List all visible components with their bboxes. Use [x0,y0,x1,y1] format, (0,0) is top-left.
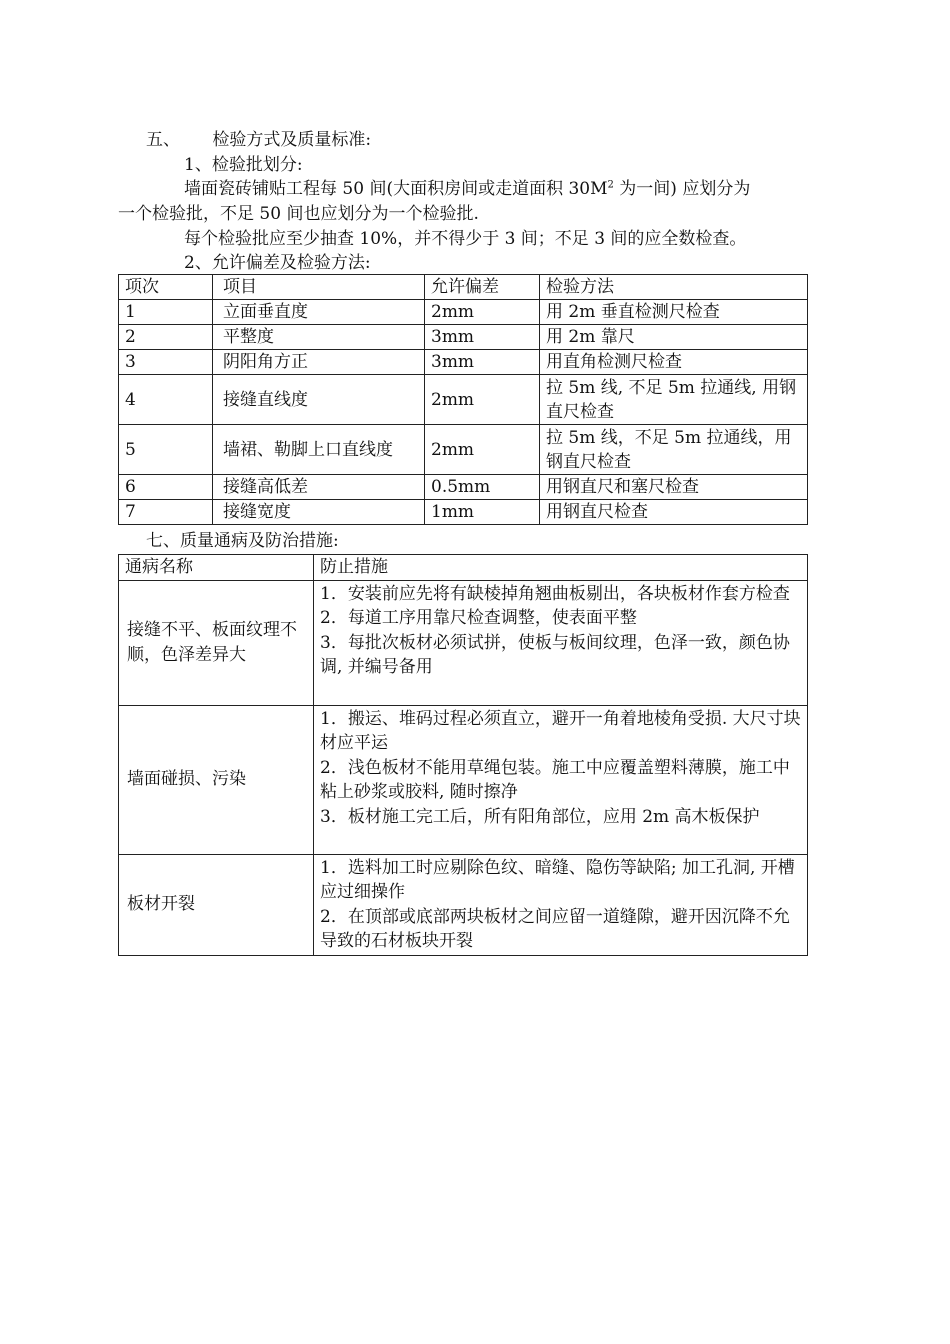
table-row [119,375,808,425]
table-row [119,425,808,475]
row-method: 用直角检测尺检查 [540,350,808,375]
header-cell: 防止措施 [314,555,808,581]
row-tolerance: 3mm [425,325,540,350]
row-method: 用 2m 靠尺 [540,325,808,350]
row-tolerance: 0.5mm [425,475,540,500]
header-cell: 检验方法 [540,275,808,300]
paragraph-lot-division [184,178,750,200]
row-method: 用钢直尺检查 [540,500,808,525]
section-heading: 五、 检验方式及质量标准: [146,130,372,150]
row-item: 接缝高低差 [213,475,425,500]
row-tolerance: 2mm [425,300,540,325]
table-row [119,300,808,325]
table-row [119,350,808,375]
subheading-inspection-lot: 1、检验批划分: [184,155,303,175]
superscript: 2 [607,179,614,191]
row-tolerance: 1mm [425,500,540,525]
row-number: 1 [119,300,213,325]
paragraph-lot-division-b: 为一间) 应划分为 [613,179,751,199]
table-header-row [119,275,808,300]
table-header-row [119,555,808,581]
row-tolerance: 2mm [425,375,540,425]
row-method: 拉 5m 线, 不足 5m 拉通线, 用钢直尺检查 [540,375,808,425]
measure-item: 1．安装前应先将有缺棱掉角翘曲板剔出，各块板材作套方检查 [320,583,790,604]
measure-item: 2．在顶部或底部两块板材之间应留一道缝隙，避开因沉降不允导致的石材板块开裂 [320,906,790,951]
issue-name: 墙面碰损、污染 [119,705,314,854]
subheading-tolerance: 2、允许偏差及检验方法: [184,253,371,273]
row-method: 用 2m 垂直检测尺检查 [540,300,808,325]
row-item: 接缝宽度 [213,500,425,525]
measure-item: 1．搬运、堆码过程必须直立，避开一角着地棱角受损. 大尺寸块材应平运 [320,708,801,753]
row-number: 2 [119,325,213,350]
tolerance-table [118,274,808,525]
row-number: 7 [119,500,213,525]
row-item: 墙裙、勒脚上口直线度 [213,425,425,475]
row-item: 接缝直线度 [213,375,425,425]
row-method: 拉 5m 线，不足 5m 拉通线，用钢直尺检查 [540,425,808,475]
table-row [119,705,808,854]
measure-item: 1．选料加工时应剔除色纹、暗缝、隐伤等缺陷; 加工孔洞, 开槽应过细操作 [320,857,795,902]
row-number: 3 [119,350,213,375]
measure-item: 3．每批次板材必须试拼，使板与板间纹理，色泽一致，颜色协调, 并编号备用 [320,632,790,677]
row-item: 平整度 [213,325,425,350]
row-item: 立面垂直度 [213,300,425,325]
row-tolerance: 2mm [425,425,540,475]
row-number: 5 [119,425,213,475]
header-cell: 项目 [213,275,425,300]
row-tolerance: 3mm [425,350,540,375]
section-heading-quality-issues: 七、质量通病及防治措施: [146,531,339,551]
table-row [119,325,808,350]
table-row [119,854,808,955]
row-item: 阴阳角方正 [213,350,425,375]
table-row [119,500,808,525]
header-cell: 项次 [119,275,213,300]
header-cell: 允许偏差 [425,275,540,300]
header-cell: 通病名称 [119,555,314,581]
paragraph-sampling: 每个检验批应至少抽查 10%，并不得少于 3 间；不足 3 间的应全数检查。 [184,229,747,249]
issue-measures [314,580,808,705]
issue-name: 接缝不平、板面纹理不顺，色泽差异大 [119,580,314,705]
measure-item: 2．浅色板材不能用草绳包装。施工中应覆盖塑料薄膜，施工中粘上砂浆或胶料, 随时擦净 [320,757,790,802]
quality-issues-table [118,554,808,956]
issue-measures [314,854,808,955]
measure-item: 3．板材施工完工后，所有阳角部位，应用 2m 高木板保护 [320,806,760,827]
paragraph-lot-division-a: 墙面瓷砖铺贴工程每 50 间(大面积房间或走道面积 30M [184,179,608,199]
issue-name: 板材开裂 [119,854,314,955]
table-row [119,475,808,500]
row-number: 4 [119,375,213,425]
issue-measures [314,705,808,854]
row-method: 用钢直尺和塞尺检查 [540,475,808,500]
table-row [119,580,808,705]
row-number: 6 [119,475,213,500]
measure-item: 2．每道工序用靠尺检查调整，使表面平整 [320,608,637,628]
paragraph-lot-division-line2: 一个检验批，不足 50 间也应划分为一个检验批. [118,204,479,224]
